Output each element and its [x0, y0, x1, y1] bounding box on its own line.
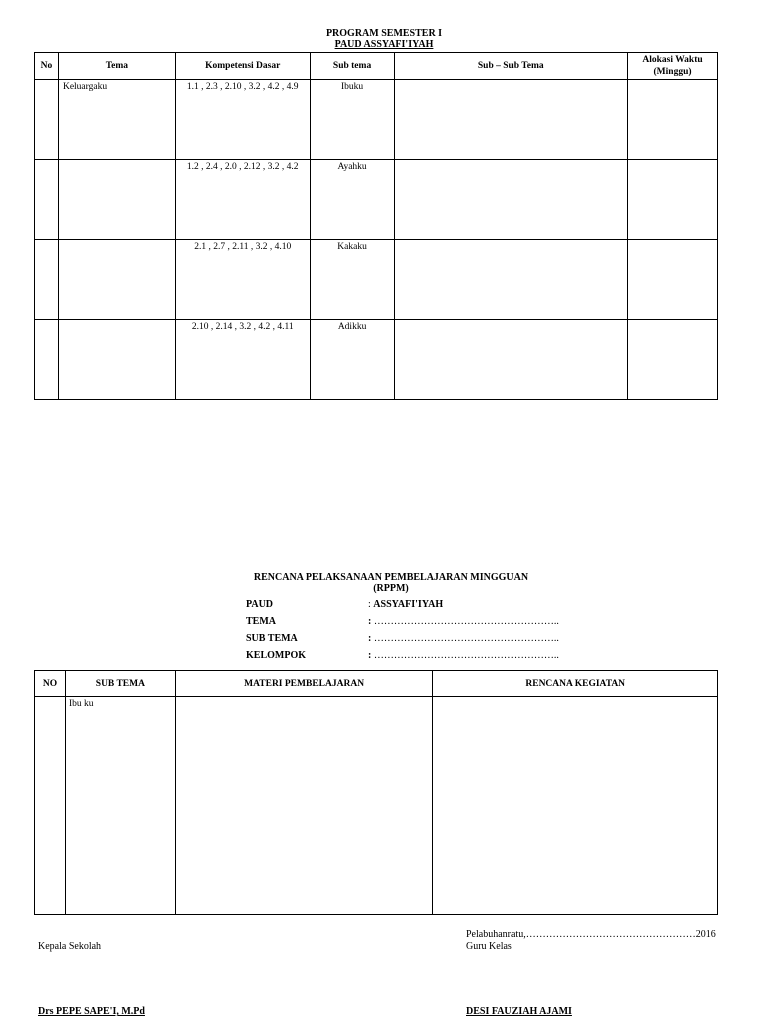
rppm-field-label: PAUD [246, 599, 274, 610]
rppm-heading [246, 572, 559, 661]
cell-subsub [394, 320, 628, 400]
program-semester-table [34, 52, 718, 400]
rppm-field-value: ……………………………………………….. [373, 616, 559, 627]
rppm-field-label: KELOMPOK [246, 650, 306, 661]
rppm-field-sep: : [368, 616, 374, 627]
table-row [35, 697, 718, 915]
cell-subtema: Ibuku [310, 80, 394, 160]
rppm-title-line1: RENCANA PELAKSANAAN PEMBELAJARAN MINGGUAN [253, 572, 529, 583]
cell-kd: 2.1 , 2.7 , 2.11 , 3.2 , 4.10 [175, 240, 310, 320]
cell-tema [58, 240, 175, 320]
cell-tema [58, 160, 175, 240]
rppm-table [34, 670, 718, 915]
cell-tema: Keluargaku [58, 80, 175, 160]
cell-alokasi [628, 160, 718, 240]
place-date: Pelabuhanratu,……………………………………………2016 [466, 929, 716, 940]
header-no: NO [35, 671, 66, 697]
kepala-sekolah-name: Drs PEPE SAPE'I, M.Pd [38, 1006, 145, 1017]
header-alokasi-waktu: Alokasi Waktu (Minggu) [628, 53, 718, 80]
kepala-sekolah-label: Kepala Sekolah [38, 941, 102, 952]
header-sub-tema: Sub tema [310, 53, 394, 80]
cell-no [35, 240, 59, 320]
rppm-field-value: ASSYAFI'IYAH [373, 599, 444, 610]
header-sub-tema: SUB TEMA [65, 671, 175, 697]
rppm-field-label: TEMA [246, 616, 276, 627]
table-row [35, 240, 718, 320]
cell-alokasi [628, 240, 718, 320]
rppm-field-label: SUB TEMA [246, 633, 298, 644]
cell-materi [175, 697, 433, 915]
table-row [35, 80, 718, 160]
cell-tema [58, 320, 175, 400]
cell-subsub [394, 160, 628, 240]
rppm-field-sep: : [368, 650, 374, 661]
guru-kelas-name: DESI FAUZIAH AJAMI [466, 1006, 572, 1017]
header-tema: Tema [58, 53, 175, 80]
cell-kd: 2.10 , 2.14 , 3.2 , 4.2 , 4.11 [175, 320, 310, 400]
header-materi-pembelajaran: MATERI PEMBELAJARAN [175, 671, 433, 697]
cell-no [35, 160, 59, 240]
cell-subtema: Kakaku [310, 240, 394, 320]
guru-kelas-label: Guru Kelas [466, 941, 512, 952]
cell-subtema: Ayahku [310, 160, 394, 240]
rppm-field-sep: : [368, 599, 374, 610]
rppm-table-header [35, 671, 718, 697]
header-sub-sub-tema: Sub – Sub Tema [394, 53, 628, 80]
cell-kegiatan [433, 697, 718, 915]
cell-kd: 1.1 , 2.3 , 2.10 , 3.2 , 4.2 , 4.9 [175, 80, 310, 160]
header-kompetensi-dasar: Kompetensi Dasar [175, 53, 310, 80]
cell-subtema: Adikku [310, 320, 394, 400]
cell-kd: 1.2 , 2.4 , 2.0 , 2.12 , 3.2 , 4.2 [175, 160, 310, 240]
cell-alokasi [628, 320, 718, 400]
rppm-title-line2: (RPPM) [373, 583, 409, 594]
cell-no [35, 320, 59, 400]
program-title-line1: PROGRAM SEMESTER I [325, 28, 443, 39]
header-rencana-kegiatan: RENCANA KEGIATAN [433, 671, 718, 697]
rppm-field-value: ……………………………………………….. [373, 650, 559, 661]
program-title [0, 28, 768, 50]
table-row [35, 320, 718, 400]
cell-subtema: Ibu ku [65, 697, 175, 915]
cell-subsub [394, 80, 628, 160]
rppm-field-sep: : [368, 633, 374, 644]
program-table-header [35, 53, 718, 80]
cell-no [35, 80, 59, 160]
cell-subsub [394, 240, 628, 320]
table-row [35, 160, 718, 240]
header-no: No [35, 53, 59, 80]
rppm-field-value: ……………………………………………….. [373, 633, 559, 644]
program-title-line2: PAUD ASSYAFI'IYAH [334, 39, 434, 50]
cell-no [35, 697, 66, 915]
cell-alokasi [628, 80, 718, 160]
